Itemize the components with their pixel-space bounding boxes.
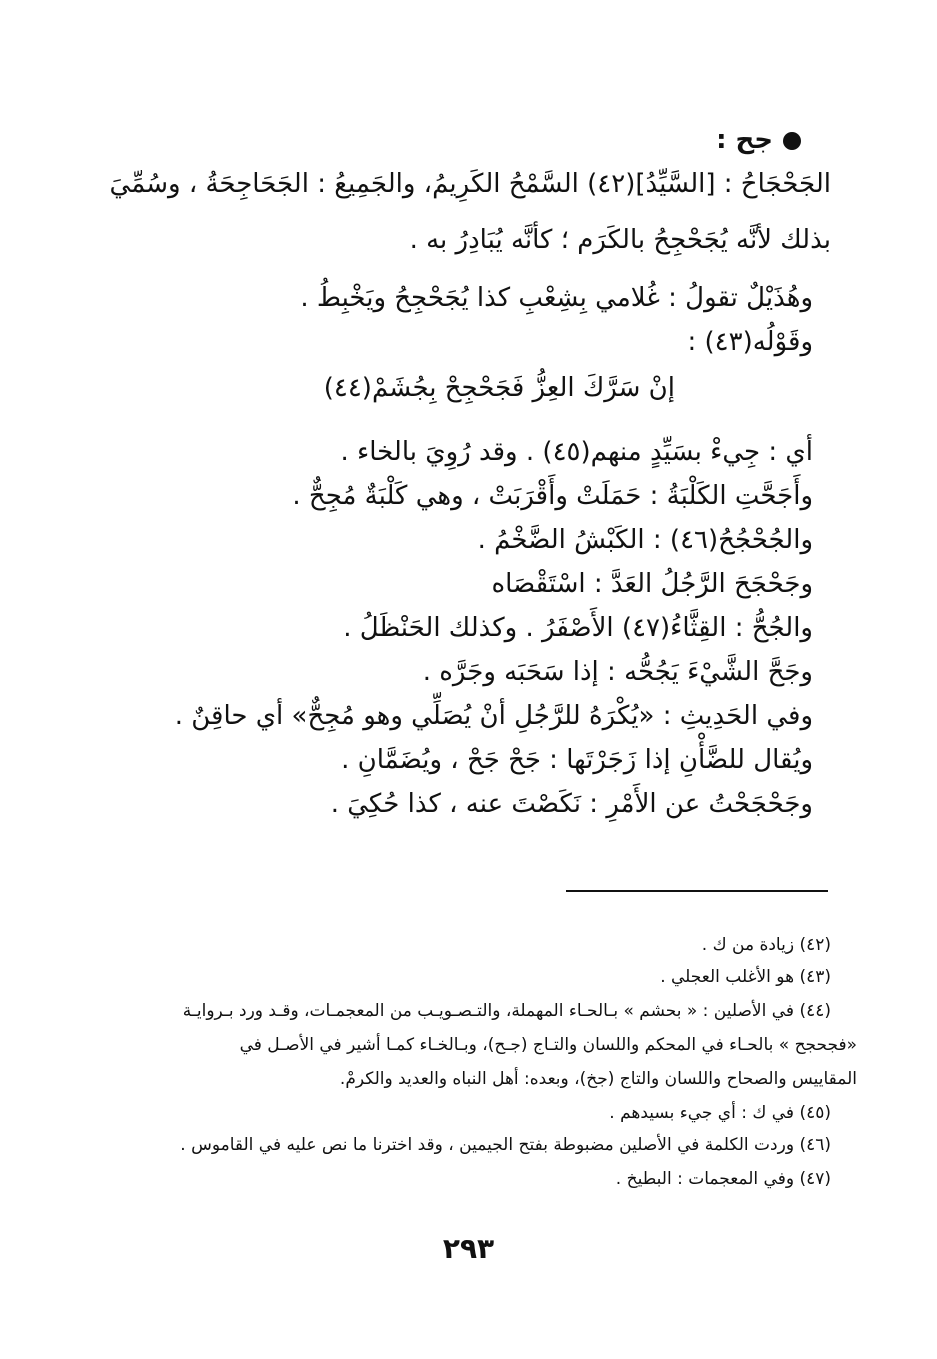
text-line: أي : جِيءْ بسَيِّدٍ منهم(٤٥) . وقد رُوِيَ بالخاء .: [340, 437, 813, 467]
footnote-line: (٤٣) هو الأغلب العجلي .: [660, 967, 831, 987]
entry-heading-text: جح :: [716, 125, 773, 155]
footnote-line: (٤٥) في ك : أي جيء بسيدهم .: [609, 1103, 831, 1123]
text-line: ويُقال للضَّأْنِ إذا زَجَرْتَها : جَحْ جَحْ ، ويُضَمَّانِ .: [341, 745, 813, 775]
footnote-line: (٤٦) وردت الكلمة في الأصلين مضبوطة بفتح الجيمين ، وقد اخترنا ما نص عليه في القاموس .: [180, 1135, 831, 1155]
text-line: وفي الحَدِيثِ : «يُكْرَهُ للرَّجُلِ أنْ يُصَلِّي وهو مُجِحٌّ» أي حاقِنٌ .: [174, 701, 813, 731]
text-line: والجُحْجُحُ(٤٦) : الكَبْشُ الضَّخْمُ .: [477, 525, 813, 555]
text-line: وقَوْلُه(٤٣) :: [687, 327, 813, 357]
verse-line: إنْ سَرَّكَ العِزُّ فَجَحْجِحْ بِجُشَمْ(٤٤): [323, 373, 675, 403]
footnote-divider: [566, 890, 828, 892]
text-line: بذلك لأنَّه يُجَحْجِحُ بالكَرَم ؛ كأنَّه يُبَادِرُ به .: [409, 225, 831, 255]
footnote-line: المقاييس والصحاح واللسان والتاج (جخ)، وبعده: أهل النباه والعديد والكرمْ.: [339, 1069, 857, 1089]
text-line: والجُحُّ : القِثَّاءُ(٤٧) الأَصْفَرُ . وكذلك الحَنْظَلُ .: [343, 613, 813, 643]
text-line: وجَحْجَحْتُ عن الأَمْرِ : نَكَصْتَ عنه ، كذا حُكِيَ .: [330, 789, 813, 819]
footnote-line: (٤٢) زيادة من ك .: [701, 935, 831, 955]
footnote-line: «فجحجح » بالحـاء في المحكم واللسان والتـاج (جـح)، وبـالخـاء كمـا أشير في الأصـل في: [239, 1035, 857, 1055]
text-line: وجَحْجَحَ الرَّجُلُ العَدَّ : اسْتَقْصَاه: [491, 569, 813, 599]
footnote-line: (٤٧) وفي المعجمات : البطيخ .: [615, 1169, 831, 1189]
text-line: الجَحْجَاحُ : [السَّيِّدُ](٤٢) السَّمْحُ الكَرِيمُ، والجَمِيعُ : الجَحَاجِحَةُ ، وسُمِّيَ: [109, 169, 831, 199]
page-number: ٢٩٣: [442, 1232, 495, 1265]
text-line: وأَجَحَّتِ الكَلْبَةُ : حَمَلَتْ وأَقْرَبَتْ ، وهي كَلْبَةٌ مُجِحٌّ .: [292, 481, 813, 511]
footnote-line: (٤٤) في الأصلين : « بحشم » بـالحـاء المهملة، والتـصـويـب من المعجمـات، وقـد ورد بـروايـة: [182, 1001, 831, 1021]
text-line: وجَحَّ الشَّيْءَ يَجُحُّه : إذا سَحَبَه وجَرَّه .: [422, 657, 813, 687]
bullet-icon: [783, 132, 801, 150]
entry-heading: [716, 120, 801, 160]
text-line: وهُذَيْلٌ تقولُ : غُلامي بِشِعْبِ كذا يُجَحْجِحُ ويَخْبِطُ .: [300, 283, 813, 313]
